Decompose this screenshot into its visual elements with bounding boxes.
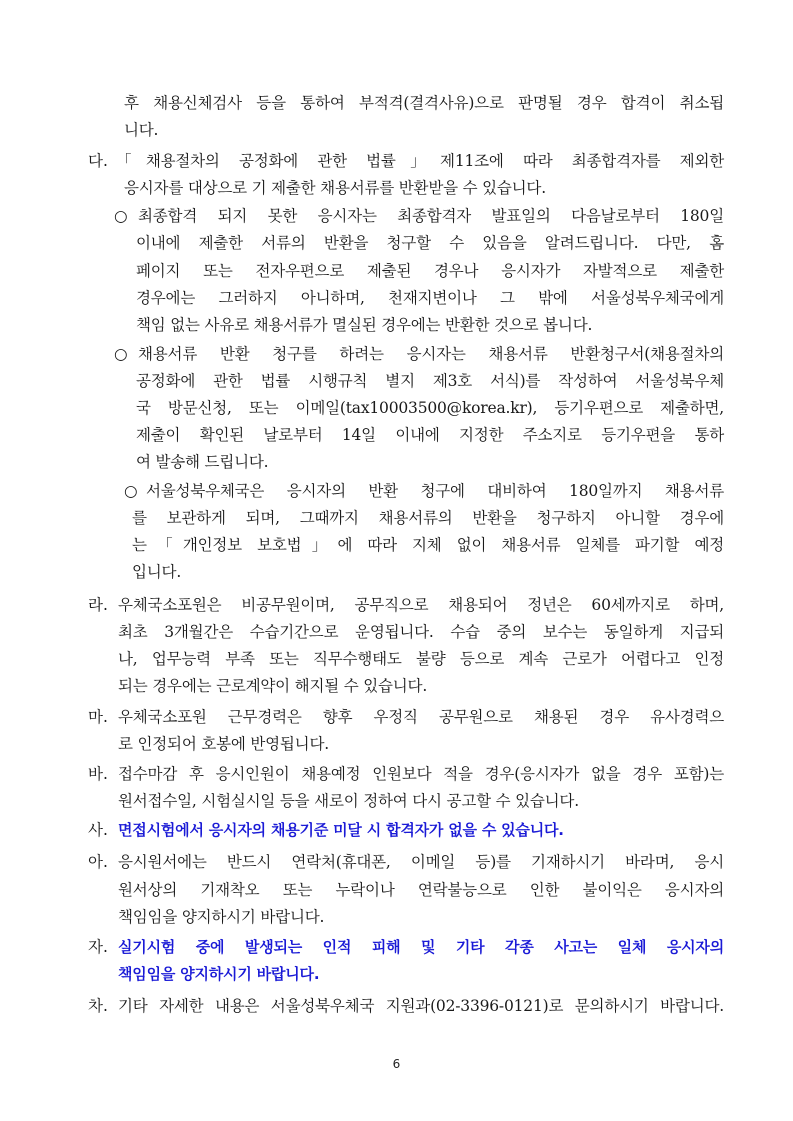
bullet-line: 서울성북우체국은 응시자의 반환 청구에 대비하여 180일까지 채용서류 — [146, 482, 724, 500]
bullet-line: 공정화에 관한 법률 시행규칙 별지 제3호 서식)를 작성하여 서울성북우체 — [136, 372, 724, 390]
bullet-line: 경우에는 그러하지 아니하며, 천재지변이나 그 밖에 서울성북우체국에게 — [136, 289, 724, 307]
bullet-line: 책임 없는 사유로 채용서류가 멸실된 경우에는 반환한 것으로 봅니다. — [136, 316, 593, 334]
bullet-marker: ○ — [124, 482, 138, 500]
paragraph-line: 우체국소포원 근무경력은 향후 우정직 공무원으로 채용된 경우 유사경력으 — [118, 708, 724, 726]
item-label-ra: 라. — [88, 596, 108, 614]
item-label-cha: 차. — [88, 997, 108, 1015]
bullet-line: 여 발송해 드립니다. — [136, 453, 269, 471]
bullet-line: 제출이 확인된 날로부터 14일 이내에 지정한 주소지로 등기우편을 통하 — [136, 426, 724, 444]
paragraph-line: 최초 3개월간은 수습기간으로 운영됩니다. 수습 중의 보수는 동일하게 지급되 — [118, 623, 724, 641]
bullet-marker: ○ — [114, 345, 128, 363]
emphasis-notice: 책임임을 양지하시기 바랍니다. — [118, 965, 320, 983]
bullet-line: 국 방문신청, 또는 이메일(tax10003500@korea.kr), 등기우편으로 제출하면, — [136, 399, 724, 417]
paragraph-line: 원서상의 기재착오 또는 누락이나 연락불능으로 인한 불이익은 응시자의 — [118, 881, 724, 899]
paragraph-line: 후 채용신체검사 등을 통하여 부적격(결격사유)으로 판명될 경우 합격이 취소됩 — [124, 94, 724, 112]
emphasis-notice: 실기시험 중에 발생되는 인적 피해 및 기타 각종 사고는 일체 응시자의 — [118, 938, 724, 956]
paragraph-line: 기타 자세한 내용은 서울성북우체국 지원과(02-3396-0121)로 문의하시기 바랍니다. — [118, 997, 724, 1015]
paragraph-line: 책임임을 양지하시기 바랍니다. — [118, 908, 325, 926]
paragraph-line: 원서접수일, 시험실시일 등을 새로이 정하여 다시 공고할 수 있습니다. — [118, 792, 579, 810]
item-label-sa: 사. — [88, 821, 108, 839]
paragraph-line: 응시자를 대상으로 기 제출한 채용서류를 반환받을 수 있습니다. — [124, 179, 546, 197]
item-label-da: 다. — [88, 152, 108, 170]
bullet-line: 채용서류 반환 청구를 하려는 응시자는 채용서류 반환청구서(채용절차의 — [138, 345, 724, 363]
item-label-ja: 자. — [88, 938, 108, 956]
bullet-line: 최종합격 되지 못한 응시자는 최종합격자 발표일의 다음날로부터 180일 — [138, 207, 724, 225]
paragraph-line: 「채용절차의 공정화에 관한 법률」제11조에 따라 최종합격자를 제외한 — [116, 152, 724, 170]
item-label-ma: 마. — [88, 708, 108, 726]
emphasis-notice: 면접시험에서 응시자의 채용기준 미달 시 합격자가 없을 수 있습니다. — [118, 821, 564, 839]
bullet-marker: ○ — [114, 207, 128, 225]
bullet-line: 이내에 제출한 서류의 반환을 청구할 수 있음을 알려드립니다. 다만, 홈 — [136, 234, 724, 252]
paragraph-line: 접수마감 후 응시인원이 채용예정 인원보다 적을 경우(응시자가 없을 경우 포함)는 — [118, 765, 724, 783]
paragraph-line: 로 인정되어 호봉에 반영됩니다. — [118, 735, 329, 753]
bullet-line: 페이지 또는 전자우편으로 제출된 경우나 응시자가 자발적으로 제출한 — [136, 262, 724, 280]
paragraph-line: 우체국소포원은 비공무원이며, 공무직으로 채용되어 정년은 60세까지로 하며, — [118, 596, 724, 614]
bullet-line: 입니다. — [132, 563, 182, 581]
paragraph-line: 응시원서에는 반드시 연락처(휴대폰, 이메일 등)를 기재하시기 바라며, 응시 — [118, 853, 724, 871]
item-label-a: 아. — [88, 853, 108, 871]
paragraph-line: 되는 경우에는 근로계약이 해지될 수 있습니다. — [118, 677, 428, 695]
bullet-line: 를 보관하게 되며, 그때까지 채용서류의 반환을 청구하지 아니할 경우에 — [132, 509, 724, 527]
page-number: 6 — [392, 1057, 401, 1071]
bullet-line: 는「개인정보 보호법」에 따라 지체 없이 채용서류 일체를 파기할 예정 — [132, 536, 724, 554]
paragraph-line: 나, 업무능력 부족 또는 직무수행태도 불량 등으로 계속 근로가 어렵다고 인정 — [118, 650, 724, 668]
item-label-ba: 바. — [88, 765, 108, 783]
paragraph-line: 니다. — [124, 121, 159, 139]
